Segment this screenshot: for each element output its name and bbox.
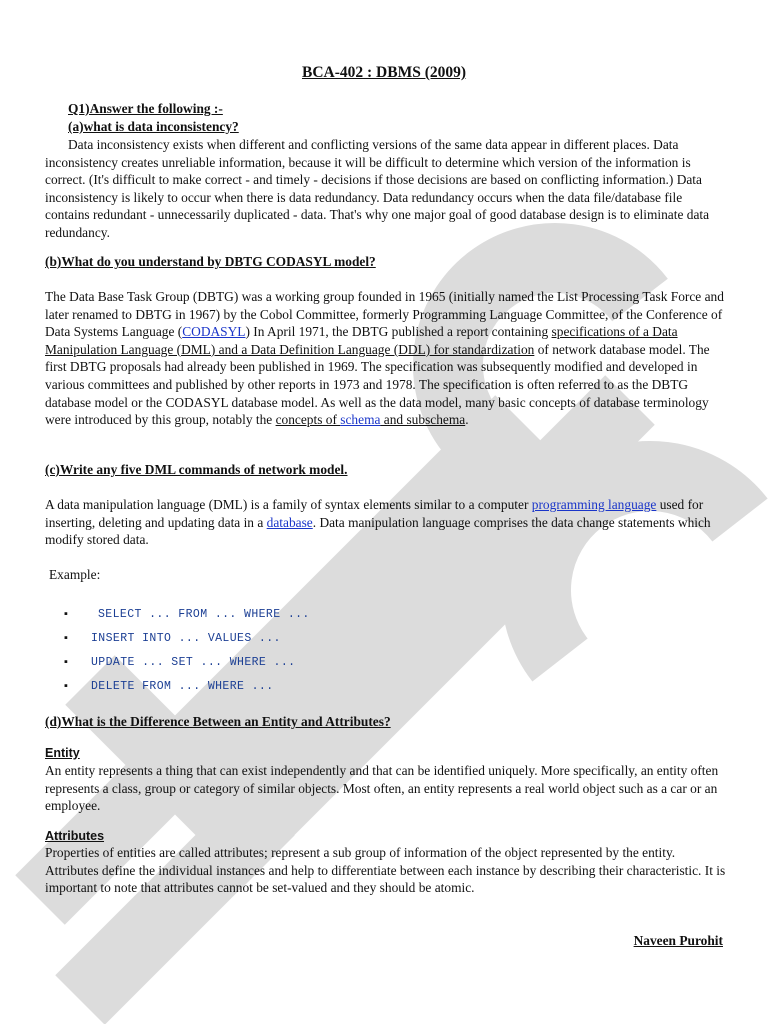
- example-label: Example:: [49, 567, 101, 582]
- section-b-text-3: of network database model. The first DBTG proposals had already been published in 1969. The specification was subsequently modified and developed in various committees and published by other reports in 1973 and 1978. The specification is often referred to as the DBTG database model or the CODASYL database model. As well as the data model, many basic concepts of database terminology were introduced by this group, notably the: [45, 341, 710, 428]
- page-title: BCA-402 : DBMS (2009): [301, 64, 467, 81]
- section-c-text-2: used for inserting, deleting and updating data in a: [45, 497, 704, 530]
- spec-link-text[interactable]: specifications of a Data Manipulation Language (DML) and a Data Definition Language (DDL) for standardization: [45, 324, 678, 357]
- section-c-text-3: . Data manipulation language comprises the data change statements which modify stored data.: [45, 514, 711, 548]
- bullet-icon: ▪: [64, 608, 68, 620]
- dml-command: SELECT ... FROM ... WHERE ...: [98, 608, 310, 621]
- section-c-heading: (c)Write any five DML commands of network model.: [45, 462, 348, 477]
- dml-command: UPDATE ... SET ... WHERE ...: [91, 656, 296, 669]
- concepts-of-text[interactable]: concepts of: [275, 412, 341, 428]
- section-b-text: [45, 288, 727, 429]
- section-a-heading: (a)what is data inconsistency?: [68, 119, 239, 134]
- author-signature: Naveen Purohit: [633, 933, 723, 948]
- section-b-text-2: ) In April 1971, the DBTG published a report containing: [245, 324, 552, 340]
- entity-text: An entity represents a thing that can exist independently and that can be identified uniquely. More specifically, an entity often represents a class, group or category of similar objects. Most often, an entity represents a real world object such as a car or an employee.: [45, 763, 719, 814]
- bullet-icon: ▪: [64, 680, 68, 692]
- dml-command: DELETE FROM ... WHERE ...: [91, 680, 274, 693]
- section-c-text-1: A data manipulation language (DML) is a family of syntax elements similar to a computer: [45, 497, 532, 512]
- schema-link[interactable]: schema: [340, 412, 381, 428]
- section-d-heading: (d)What is the Difference Between an Entity and Attributes?: [45, 714, 391, 729]
- programming-language-link[interactable]: programming language: [531, 497, 657, 512]
- entity-label: Entity: [45, 746, 80, 760]
- bullet-icon: ▪: [64, 632, 68, 644]
- section-b-text-1: The Data Base Task Group (DBTG) was a working group founded in 1965 (initially named the List Processing Task Force and later renamed to DBTG in 1967) by the Cobol Committee, formerly Programming Language Committee, of the Conference of Data Systems Language (: [45, 289, 724, 340]
- question-heading: Q1)Answer the following :-: [68, 101, 223, 116]
- attributes-text: Properties of entities are called attributes; represent a sub group of information of the object represented by the entity. Attributes define the individual instances and help to differentiate between each instance by describing their characteristic. It is important to note that attributes cannot be set-valued and they should be atomic.: [45, 845, 726, 896]
- bullet-icon: ▪: [64, 656, 68, 668]
- dml-command: INSERT INTO ... VALUES ...: [91, 632, 281, 645]
- section-a-text: Data inconsistency exists when different and conflicting versions of the same data appear in different places. Data inconsistency creates unreliable information, because it will be difficult to determine which version of the information is correct. (It's difficult to make correct - and timely - decisions if those decisions are based on conflicting information.) Data inconsistency is likely to occur when there is data redundancy. Data redundancy occurs when the data file/database file contains redundant - unnecessarily duplicated - data. That's why one major goal of good database design is to eliminate data redundancy.: [45, 137, 710, 240]
- codasyl-link[interactable]: CODASYL: [182, 324, 246, 340]
- database-link[interactable]: database: [266, 514, 313, 530]
- attributes-label: Attributes: [45, 829, 105, 843]
- section-b-text-end: .: [465, 412, 469, 428]
- section-b-heading: (b)What do you understand by DBTG CODASYL model?: [45, 254, 376, 269]
- subschema-text[interactable]: and subschema: [380, 412, 466, 428]
- section-c-text: [45, 496, 727, 549]
